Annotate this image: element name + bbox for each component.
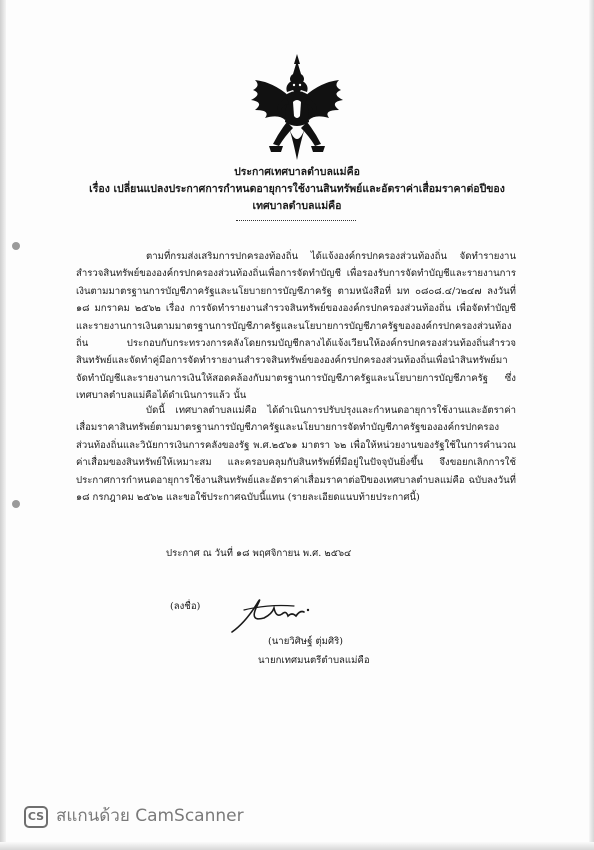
punch-hole-top — [12, 242, 20, 250]
announcement-subject-continued: เทศบาลตำบลแม่คือ — [252, 200, 342, 212]
camscanner-watermark: สแกนด้วย CamScanner — [56, 806, 244, 826]
signature-label: (ลงชื่อ) — [170, 601, 201, 612]
camscanner-logo-icon: CS — [24, 806, 48, 828]
scan-edge-right — [589, 0, 594, 850]
handwritten-signature — [228, 588, 328, 636]
signer-name: (นายวิศิษฐ์ ตุ่มศิริ) — [268, 636, 343, 647]
signer-title: นายกเทศมนตรีตำบลแม่คือ — [258, 655, 370, 666]
proclaimed-date: ประกาศ ณ วันที่ ๑๘ พฤศจิกายน พ.ศ. ๒๕๖๔ — [166, 548, 352, 559]
announcement-heading: ประกาศเทศบาลตำบลแม่คือ — [234, 166, 360, 178]
punch-hole-bottom — [12, 500, 20, 508]
garuda-emblem — [243, 52, 351, 164]
title-separator — [236, 220, 356, 221]
body-paragraph-2: บัดนี้ เทศบาลตำบลแม่คือ ได้ดำเนินการปรับปรุงและกำหนดอายุการใช้งานและอัตราค่าเสื่อมราคาสินทรัพย์ตามมาตรฐานการบัญชีภาครัฐและนโยบายการจัดทำบัญชีภาครัฐขององค์กรปกครองส่วนท้องถิ่นและวินัยการเงินการคลังของรัฐ พ.ศ.๒๕๖๑ มาตรา ๖๒ เพื่อให้หน่วยงานของรัฐใช้ในการคำนวณค่าเสื่อมของสินทรัพย์ให้เหมาะสม และครอบคลุมกับสินทรัพย์ที่มีอยู่ในปัจจุบันยิ่งขึ้น จึงขอยกเลิกการใช้ประกาศการกำหนดอายุการใช้งานสินทรัพย์และอัตราค่าเสื่อมราคาต่อปีของเทศบาลตำบลแม่คือ ฉบับลงวันที่ ๑๘ กรกฎาคม ๒๕๖๒ และขอใช้ประกาศฉบับนี้แทน (รายละเอียดแนบท้ายประกาศนี้) — [76, 405, 516, 504]
scan-edge-bottom — [0, 842, 594, 850]
announcement-subject: เรื่อง เปลี่ยนแปลงประกาศการกำหนดอายุการใช้งานสินทรัพย์และอัตราค่าเสื่อมราคาต่อปีของ — [89, 183, 505, 195]
scan-edge-left — [0, 0, 6, 850]
body-paragraph-1: ตามที่กรมส่งเสริมการปกครองท้องถิ่น ได้แจ้งองค์กรปกครองส่วนท้องถิ่น จัดทำรายงานสำรวจสินทรัพย์ขององค์กรปกครองส่วนท้องถิ่นเพื่อการจัดทำบัญชี เพื่อรองรับการจัดทำบัญชีและรายงานการเงินตามมาตรฐานการบัญชีภาครัฐและนโยบายการบัญชีภาครัฐ ตามหนังสือที่ มท ๐๘๐๘.๔/ว๒๔๗ ลงวันที่ ๑๘ มกราคม ๒๕๖๒ เรื่อง การจัดทำรายงานสำรวจสินทรัพย์ขององค์กรปกครองส่วนท้องถิ่น เพื่อจัดทำบัญชีและรายงานการเงินตามมาตรฐานการบัญชีภาครัฐและนโยบายการบัญชีภาครัฐขององค์กรปกครองส่วนท้องถิ่น ประกอบกับกระทรวงการคลังโดยกรมบัญชีกลางได้แจ้งเวียนให้องค์กรปกครองส่วนท้องถิ่นสำรวจสินทรัพย์และจัดทำคู่มือการจัดทำรายงานสำรวจสินทรัพย์ขององค์กรปกครองส่วนท้องถิ่นเพื่อนำสินทรัพย์มาจัดทำบัญชีและรายงานการเงินให้สอดคล้องกับมาตรฐานการบัญชีภาครัฐและนโยบายการบัญชีภาครัฐ ซึ่งเทศบาลตำบลแม่คือได้ดำเนินการแล้ว นั้น — [76, 251, 516, 402]
